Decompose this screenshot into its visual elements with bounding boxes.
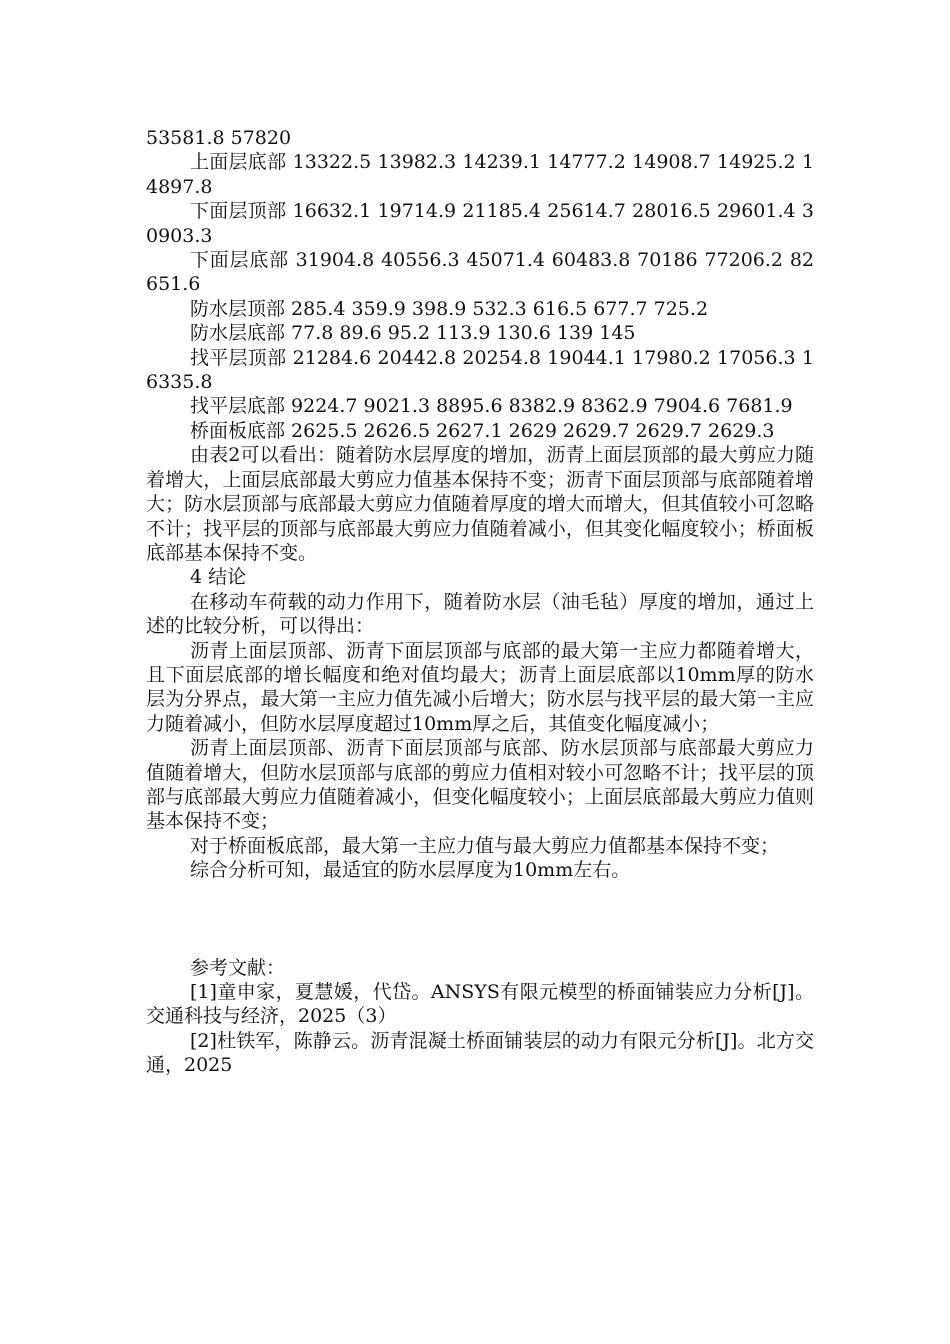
conclusion-paragraph: 对于桥面板底部，最大第一主应力值与最大剪应力值都基本保持不变； — [190, 834, 780, 857]
conclusion-paragraph: 沥青上面层顶部、沥青下面层顶部与底部的最大第一主应力都随着增大，且下面层底部的增长幅度和绝对值均最大；沥青上面层底部以10mm厚的防水层为分界点，最大第一主应力值先减小后增大；防水层与找平层的最大第一主应力随着减小，但防水层厚度超过10mm厚之后，其值变化幅度减小； — [146, 639, 814, 735]
reference-item: [1]童申家，夏慧媛，代岱。ANSYS有限元模型的桥面铺装应力分析[J]。交通科技与经济，2025（3） — [146, 981, 814, 1028]
table-row: 找平层顶部 21284.6 20442.8 20254.8 19044.1 17980.2 17056.3 16335.8 — [146, 346, 814, 394]
table-row: 桥面板底部 2625.5 2626.5 2627.1 2629 2629.7 2629.7 2629.3 — [190, 419, 775, 442]
conclusion-paragraph: 沥青上面层顶部、沥青下面层顶部与底部、防水层顶部与底部最大剪应力值随着增大，但防水层顶部与底部的剪应力值相对较小可忽略不计；找平层的顶部与底部最大剪应力值随着减小，但变化幅度较小；上面层底部最大剪应力值则基本保持不变； — [146, 737, 814, 833]
references-heading: 参考文献： — [190, 956, 286, 979]
table-row: 找平层底部 9224.7 9021.3 8895.6 8382.9 8362.9 7904.6 7681.9 — [190, 395, 793, 418]
section-spacer — [146, 883, 814, 956]
conclusion-heading: 4 结论 — [190, 566, 247, 589]
table-row: 下面层顶部 16632.1 19714.9 21185.4 25614.7 28016.5 29601.4 30903.3 — [146, 200, 814, 247]
conclusion-paragraph: 综合分析可知，最适宜的防水层厚度为10mm左右。 — [190, 859, 631, 882]
reference-item: [2]杜铁军，陈静云。沥青混凝土桥面铺装层的动力有限元分析[J]。北方交通，2025 — [146, 1029, 814, 1077]
table-row: 上面层底部 13322.5 13982.3 14239.1 14777.2 14908.7 14925.2 14897.8 — [146, 151, 814, 198]
table-row: 防水层顶部 285.4 359.9 398.9 532.3 616.5 677.7 725.2 — [190, 297, 709, 320]
conclusion-paragraph: 在移动车荷载的动力作用下，随着防水层（油毛毡）厚度的增加，通过上述的比较分析，可以得出： — [146, 590, 814, 638]
analysis-paragraph: 由表2可以看出：随着防水层厚度的增加，沥青上面层顶部的最大剪应力随着增大，上面层底部最大剪应力值基本保持不变；沥青下面层顶部与底部随着增大；防水层顶部与底部最大剪应力值随着厚度的增大而增大，但其值较小可忽略不计；找平层的顶部与底部最大剪应力值随着减小，但其变化幅度较小；桥面板底部基本保持不变。 — [146, 444, 814, 564]
document-page — [146, 126, 814, 1078]
table-row: 下面层底部 31904.8 40556.3 45071.4 60483.8 70186 77206.2 82651.6 — [146, 249, 814, 296]
table-row-continuation: 53581.8 57820 — [146, 127, 292, 149]
table-row: 防水层底部 77.8 89.6 95.2 113.9 130.6 139 145 — [190, 322, 636, 345]
